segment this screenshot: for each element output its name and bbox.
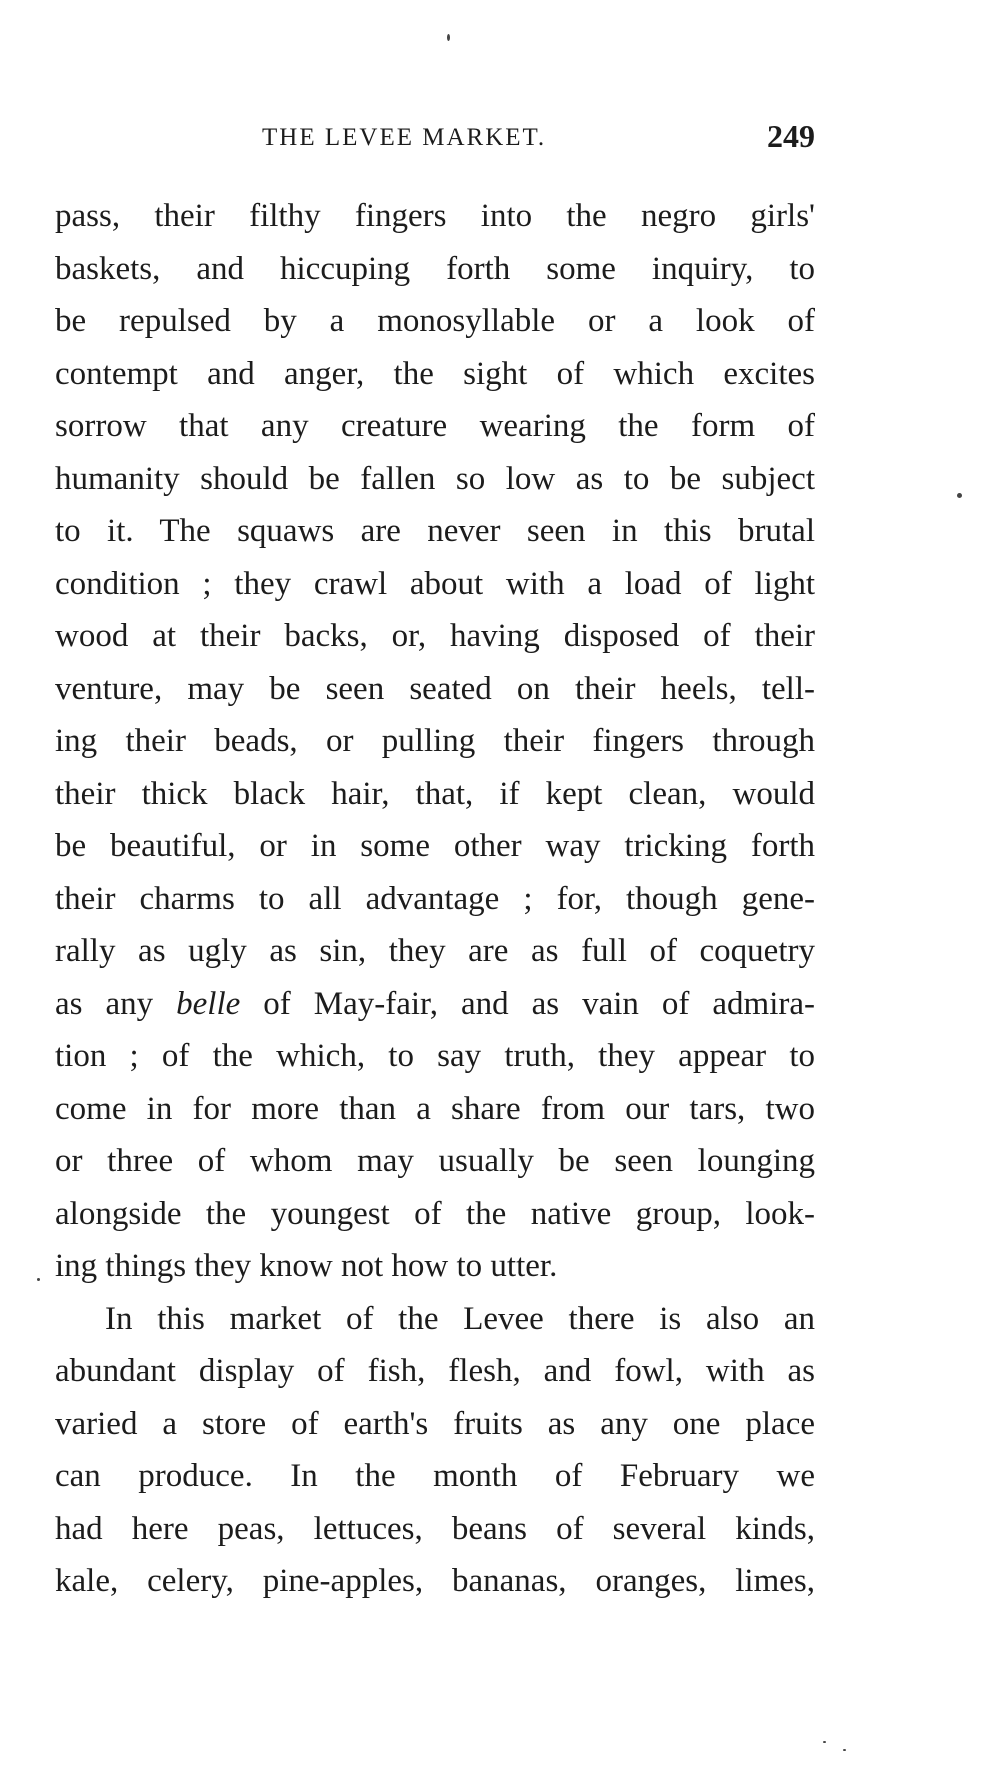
text-line: baskets, and hiccuping forth some inquiry, to: [55, 250, 815, 287]
text-line: tion ; of the which, to say truth, they appear to: [55, 1038, 815, 1074]
page-number: 249: [767, 118, 815, 154]
running-head: [55, 118, 815, 162]
text-line: be beautiful, or in some other way tricking forth: [55, 828, 815, 864]
text-line: ing things they know not how to utter.: [55, 1248, 558, 1284]
print-speck: [957, 493, 962, 498]
text-line: can produce. In the month of February we: [55, 1458, 815, 1494]
italic-word: belle: [176, 985, 241, 1022]
body-text: [55, 190, 815, 1608]
text-line: abundant display of fish, flesh, and fowl, with as: [55, 1353, 815, 1389]
text-line: or three of whom may usually be seen lounging: [55, 1143, 815, 1179]
text-line: rally as ugly as sin, they are as full of coquetry: [55, 933, 815, 969]
text-line: had here peas, lettuces, beans of several kinds,: [55, 1510, 815, 1547]
text-line: varied a store of earth's fruits as any one place: [55, 1405, 815, 1442]
text-segment: of May-fair, and as vain of admira-: [240, 985, 815, 1022]
text-line: sorrow that any creature wearing the form of: [55, 408, 815, 444]
text-line: In this market of the Levee there is also an: [105, 1300, 815, 1337]
print-speck: [37, 1278, 40, 1281]
print-speck: [843, 1749, 846, 1751]
text-line-with-italic: [55, 978, 815, 1031]
text-line: be repulsed by a monosyllable or a look of: [55, 303, 815, 339]
text-line: their thick black hair, that, if kept clean, would: [55, 775, 815, 812]
text-line: their charms to all advantage ; for, though gene-: [55, 880, 815, 917]
text-line: condition ; they crawl about with a load of light: [55, 565, 815, 602]
text-line: contempt and anger, the sight of which excites: [55, 355, 815, 392]
print-speck: [823, 1741, 826, 1743]
text-line: ing their beads, or pulling their fingers through: [55, 723, 815, 759]
text-line: wood at their backs, or, having disposed of their: [55, 618, 815, 654]
text-line: alongside the youngest of the native group, look-: [55, 1195, 815, 1232]
paragraph: [55, 190, 815, 1293]
print-speck: [447, 34, 450, 41]
text-line: to it. The squaws are never seen in this brutal: [55, 513, 815, 549]
text-line: pass, their filthy fingers into the negro girls': [55, 198, 815, 234]
text-line: humanity should be fallen so low as to be subject: [55, 460, 815, 497]
running-title: THE LEVEE MARKET.: [262, 124, 547, 151]
text-line: come in for more than a share from our tars, two: [55, 1090, 815, 1127]
text-line: kale, celery, pine-apples, bananas, oranges, limes,: [55, 1563, 815, 1599]
text-segment: as any: [55, 985, 177, 1022]
text-line: venture, may be seen seated on their heels, tell-: [55, 670, 815, 707]
paragraph: [55, 1293, 815, 1608]
